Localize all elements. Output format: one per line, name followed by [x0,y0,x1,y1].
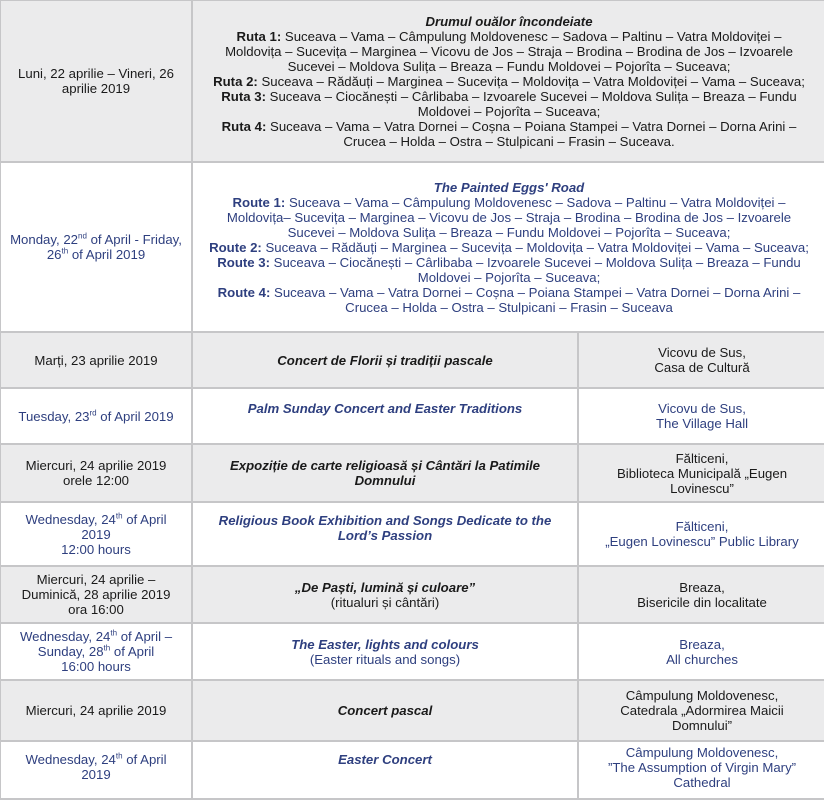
route-label: Route 2: [209,239,262,255]
table-row-event3-en [0,502,824,566]
table-row-event4-ro [0,566,824,623]
event5-en-title [192,741,578,799]
ordinal-suffix: th [115,751,123,761]
route-item [209,285,809,315]
event-subtitle: (Easter rituals and songs) [309,651,461,667]
route-item [213,74,805,89]
event1-ro-date [0,0,192,162]
event2-ro-date [0,332,192,388]
date-text: Monday, 22 [10,232,78,247]
ordinal-suffix: th [110,628,118,638]
event1-ro-routes-cell [192,0,824,162]
route-text: Suceava – Rădăuți – Marginea – Sucevița – Moldovița – Vatra Moldoviței – Vama – Suceava; [257,73,805,89]
route-label: Route 3: [217,254,270,270]
ordinal-suffix: th [115,511,123,521]
table-row-event1-en [0,162,824,332]
table-row-event4-en [0,623,824,680]
event3-ro-date [0,444,192,502]
route-text: Suceava – Ciocănești – Cârlibaba – Izvoarele Sucevei – Moldova Sulița – Breaza – Fundu Moldovei – Pojorîta – Suceava; [265,88,797,119]
table-row-event5-en [0,741,824,799]
place-line: Catedrala „Adormirea Maicii Domnului” [620,703,784,733]
route-text: Suceava – Vama – Câmpulung Moldovenesc – Sadova – Paltinu – Vatra Moldoviței – Moldovița– Sucevița – Marginea – Vicovu de Jos – Straja – Brodina – Brodina de Jos – Izvoarele Sucevei – Moldova Sulița – Breaza – Fundu Moldovei – Pojorîta – Suceava; [226,194,792,240]
route-item [209,195,809,240]
route-text: Suceava – Ciocănești – Cârlibaba – Izvoarele Sucevei – Moldova Sulița – Breaza – Fundu Moldovei – Pojorîta – Suceava; [270,254,801,285]
event-title: Religious Book Exhibition and Songs Dedicate to the Lord’s Passion [218,513,552,543]
table-row-event2-en [0,388,824,444]
date-text: Miercuri, 24 aprilie 2019 [25,458,167,473]
date-text: Wednesday, 24 [25,511,116,527]
table-row-event1-ro [0,0,824,162]
event-title: Expoziție de carte religioasă și Cântări la Patimile Domnului [229,458,541,488]
event5-en-date [0,741,192,799]
route-item [213,29,805,74]
place-line: The Village Hall [655,416,749,431]
event-title: Palm Sunday Concert and Easter Traditions [247,401,523,416]
event1-en-routes-cell [192,162,824,332]
place-line: Fălticeni, [675,519,729,534]
table-row-event5-ro [0,680,824,741]
event2-en-place [578,388,824,444]
place-line: Breaza, [679,579,725,595]
event4-ro-place [578,566,824,623]
event5-ro-place [578,680,824,741]
place-line: „Eugen Lovinescu” Public Library [605,534,799,549]
event-title: „De Paști, lumină și culoare” [294,579,476,595]
route-item [213,89,805,119]
route-label: Ruta 4: [221,118,267,134]
event2-ro-title [192,332,578,388]
event5-ro-title [192,680,578,741]
route-label: Route 1: [232,194,286,210]
place-line: Vicovu de Sus, [658,401,746,416]
ordinal-suffix: th [103,643,111,653]
date-text: Marți, 23 aprilie 2019 [34,352,158,368]
event3-en-date [0,502,192,566]
route-item [209,255,809,285]
date-text: of April [110,644,155,659]
event1-en-title: The Painted Eggs' Road [433,179,585,195]
event4-en-date [0,623,192,680]
route-label: Ruta 2: [213,73,258,89]
table-row-event3-ro [0,444,824,502]
ordinal-suffix: rd [89,408,97,418]
event-title: Concert de Florii și tradiții pascale [277,352,493,368]
event2-ro-place [578,332,824,388]
event5-ro-date [0,680,192,741]
date-text: Luni, 22 aprilie – Vineri, 26 aprilie 2019 [18,66,174,96]
date-text: Tuesday, 23 [18,408,90,424]
event1-ro-title: Drumul ouălor încondeiate [425,13,593,29]
place-line: Fălticeni, [675,450,729,466]
event-subtitle: (ritualuri și cântări) [330,594,440,610]
route-item [213,119,805,149]
table-row-event2-ro [0,332,824,388]
date-text: of April - Friday, 26 [46,232,182,262]
place-line: Bisericile din localitate [637,594,767,610]
place-line: Câmpulung Moldovenesc, [625,745,779,760]
event3-ro-title [192,444,578,502]
event3-ro-place [578,444,824,502]
date-text: of April 2019 [68,247,146,262]
route-text: Suceava – Vama – Vatra Dornei – Coșna – Poiana Stampei – Vatra Dornei – Dorna Arini – Crucea – Holda – Ostra – Stulpicani – Frasin – Suceava. [266,118,797,149]
time-text: 12:00 hours [61,541,131,557]
event3-en-place [578,502,824,566]
route-text: Suceava – Vama – Vatra Dornei – Coșna – Poiana Stampei – Vatra Dornei – Dorna Arini – Crucea – Holda – Ostra – Stulpicani – Frasin – Suceava [270,284,801,315]
event4-ro-title [192,566,578,623]
event-title: Concert pascal [337,703,433,718]
route-text: Suceava – Vama – Câmpulung Moldovenesc – Sadova – Paltinu – Vatra Moldoviței – Moldovița – Sucevița – Marginea – Vicovu de Jos – Straja – Brodina – Brodina de Jos – Izvoarele Sucevei – Moldova Sulița – Breaza – Fundu Moldovei – Pojorîta – Suceava; [225,28,793,74]
event-title: Easter Concert [338,752,432,767]
date-text: of April – Sunday, 28 [37,629,173,659]
event1-en-date [0,162,192,332]
place-line: Vicovu de Sus, [658,345,746,360]
event5-en-place [578,741,824,799]
route-label: Ruta 1: [236,28,282,44]
event4-en-title [192,623,578,680]
date-text: Wednesday, 24 [19,629,111,644]
date-text: Wednesday, 24 [25,752,116,767]
place-line: Casa de Cultură [654,360,750,375]
event4-en-place [578,623,824,680]
event4-ro-date [0,566,192,623]
route-label: Ruta 3: [221,88,266,104]
ordinal-suffix: th [61,246,69,256]
time-text: 16:00 hours [61,659,131,674]
time-text: orele 12:00 [63,473,129,488]
route-item [209,240,809,255]
event2-en-date [0,388,192,444]
event2-en-title [192,388,578,444]
place-line: Biblioteca Municipală „Eugen Lovinescu” [616,465,788,496]
route-label: Route 4: [217,284,271,300]
date-text: of April 2019 [81,511,167,542]
date-text: of April 2019 [96,408,174,424]
place-line: ”The Assumption of Virgin Mary” Cathedral [607,760,797,790]
place-line: Breaza, [679,636,725,652]
place-line: Câmpulung Moldovenesc, [625,688,779,703]
date-text: Miercuri, 24 aprilie – Duminică, 28 aprilie 2019 [21,572,171,602]
event-title: The Easter, lights and colours [291,636,479,652]
place-line: All churches [666,651,738,667]
route-text: Suceava – Rădăuți – Marginea – Sucevița – Moldovița – Vatra Moldoviței – Vama – Suceava; [261,239,809,255]
ordinal-suffix: nd [78,231,87,241]
date-text: of April 2019 [81,752,167,782]
date-text: Miercuri, 24 aprilie 2019 [25,703,167,718]
event3-en-title [192,502,578,566]
time-text: ora 16:00 [68,602,124,617]
